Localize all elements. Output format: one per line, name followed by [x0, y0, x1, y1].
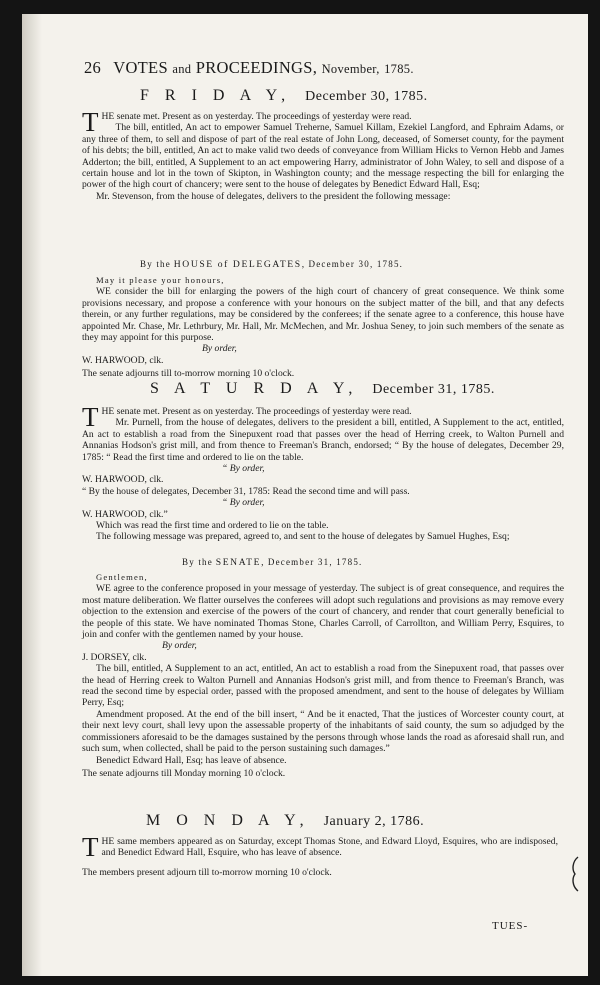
monday-day: M O N D A Y, — [146, 812, 310, 829]
friday-heading — [140, 87, 428, 105]
friday-adjourn: The senate adjourns till to-morrow morning 10 o'clock. — [82, 368, 295, 380]
saturday-signature-3: J. DORSEY, clk. — [82, 651, 147, 663]
saturday-para2: Which was read the first time and ordered to lie on the table. — [96, 520, 329, 532]
friday-msg-house: HOUSE of DELEGATES, — [173, 259, 306, 270]
friday-message — [82, 275, 564, 380]
saturday-body — [82, 402, 564, 543]
friday-msg-body: WE consider the bill for enlarging the powers of the high court of chancery of great consequence. We think some provisions necessary, and propose a conference with your honours on the subject matter of the bill, and that any defects therein, or any further regulations, may be considered by the conferees; if the senate agree to a conference, this house have appointed Mr. Chase, Mr. Lethrbury, Mr. Hall, Mr. McMechen, and Mr. Joshua Seney, to join such members of the senate as they may appoint for this purpose. — [82, 286, 564, 344]
monday-dropcap: T — [82, 832, 99, 862]
friday-para1: The bill, entitled, An act to empower Samuel Treherne, Samuel Killam, Ezekiel Langford, and Ephraim Adams, or any three of them, to sell and dispose of part of the real estate of John Long, deceased, of Somerset county, for the payment of his debts; the bill, entitled, An act to make valid two deeds of conveyance from William Hicks to Vernon Hebb and James Adderton; the bill, entitled, A Supplement to an act empowering Harry, administrator of John Waley, to sell and dispose of a certain house and lot in the town of Skipton, in Washington county; and the message respecting the bill for enlarging the power of the high court of chancery; were sent to the house of delegates by Benedict Edward Hall, Esq; — [82, 122, 564, 191]
head-and: and — [172, 62, 192, 76]
catchword: TUES- — [492, 920, 529, 932]
saturday-para3: The following message was prepared, agreed to, and sent to the house of delegates by Samuel Hughes, Esq; — [96, 531, 510, 543]
saturday-para1: Mr. Purnell, from the house of delegates, delivers to the president a bill, entitled, A Supplement to the act, entitled, An act to establish a road from the Sinepuxent road that passes over the head of Herring creek, to Walton Purnell and Annanias Hodson's grist mill, and from thence to Freeman's Branch, endorsed; “ By the house of delegates, December 29, 1785: “ Read the first time and ordered to lie on the table. — [82, 417, 564, 463]
head-year: 1785. — [384, 62, 414, 76]
saturday-signature-2: W. HARWOOD, clk.” — [82, 508, 168, 520]
monday-opening: HE same members appeared as on Saturday, except Thomas Stone, and Edward Lloyd, Esquires, who are indisposed, and Benedict Edward Hall, Esquire, who has leave of absence. — [101, 836, 558, 859]
saturday-msg-senate: SENATE, — [215, 557, 266, 568]
saturday-day: S A T U R D A Y, — [150, 380, 359, 397]
saturday-by-order-3: By order, — [162, 640, 197, 652]
saturday-msg-date: December 31, 1785. — [267, 557, 363, 567]
page-number: 26 — [84, 58, 102, 77]
saturday-msg-salute: Gentlemen, — [96, 572, 148, 582]
head-votes: VOTES — [113, 58, 168, 77]
running-head — [84, 58, 544, 78]
friday-msg-date: December 30, 1785. — [308, 259, 404, 269]
saturday-date: December 31, 1785. — [372, 382, 495, 397]
newspaper-page — [22, 14, 588, 976]
saturday-signature-1: W. HARWOOD, clk. — [82, 474, 164, 486]
head-proceedings: PROCEEDINGS, — [195, 58, 318, 77]
saturday-msg-body: WE agree to the conference proposed in your message of yesterday. The subject is of great consequence, and requires the most mature deliberation. We flatter ourselves the conferees will adopt such regulations and provisions as may remove every objection to the extension and exercise of the powers of the court of chancery, and render that court generally beneficial to the people of this state. We have nominated Thomas Stone, Charles Carroll, of Carrollton, and William Perry, Esquires, to join and confer with the gentlemen named by your house. — [82, 583, 564, 641]
monday-heading — [146, 812, 424, 830]
friday-day: F R I D A Y, — [140, 87, 292, 104]
friday-para2: Mr. Stevenson, from the house of delegates, delivers to the president the following message: — [96, 190, 451, 202]
head-month: November, — [321, 62, 380, 76]
saturday-message-heading — [182, 557, 362, 568]
friday-msg-by: By the — [140, 259, 171, 269]
saturday-message — [82, 572, 564, 779]
saturday-adjourn: The senate adjourns till Monday morning 10 o'clock. — [82, 767, 286, 779]
saturday-by-order-1: “ By order, — [222, 463, 265, 475]
monday-adjourn: The members present adjourn till to-morrow morning 10 o'clock. — [82, 866, 332, 878]
saturday-endorse2: “ By the house of delegates, December 31, 1785: Read the second time and will pass. — [82, 485, 410, 497]
friday-message-heading — [140, 259, 403, 270]
friday-body — [82, 107, 564, 202]
monday-date: January 2, 1786. — [323, 814, 425, 829]
friday-signature: W. HARWOOD, clk. — [82, 354, 164, 366]
friday-date: December 30, 1785. — [305, 89, 428, 104]
friday-dropcap: T — [82, 107, 99, 137]
friday-opening: HE senate met. Present as on yesterday. The proceedings of yesterday were read. — [101, 111, 412, 122]
saturday-dropcap: T — [82, 402, 99, 432]
saturday-para6: Benedict Edward Hall, Esq; has leave of absence. — [96, 754, 287, 766]
page-gutter-shadow — [22, 14, 42, 976]
saturday-msg-by: By the — [182, 557, 213, 567]
saturday-opening: HE senate met. Present as on yesterday. The proceedings of yesterday were read. — [101, 406, 412, 417]
saturday-heading — [150, 380, 495, 398]
friday-by-order: By order, — [202, 343, 237, 355]
saturday-para5: Amendment proposed. At the end of the bill insert, “ And be it enacted, That the justices of Worcester county court, at their next levy court, shall levy upon the assessable property of the inhabitants of said county, the sum so adjudged by the commissioners aforesaid to be the damages sustained by the persons through whose lands the road as aforesaid shall run, and such sum, when collected, shall be paid to the person sustaining such damages.” — [82, 708, 564, 755]
monday-body — [82, 832, 558, 878]
saturday-para4: The bill, entitled, A Supplement to an act, entitled, An act to establish a road from the Sinepuxent road, that passes over the head of Herring creek to Walton Purnell and Annanias Hodson's grist mill, and from thence to Freeman's Branch, was read the second time by especial order, passed with the proposed amendment, and sent to the house of delegates by William Perry, Esq; — [82, 663, 564, 709]
friday-msg-salute: May it please your honours, — [96, 275, 225, 285]
saturday-by-order-2: “ By order, — [222, 497, 265, 509]
margin-bracket-mark — [570, 856, 580, 892]
